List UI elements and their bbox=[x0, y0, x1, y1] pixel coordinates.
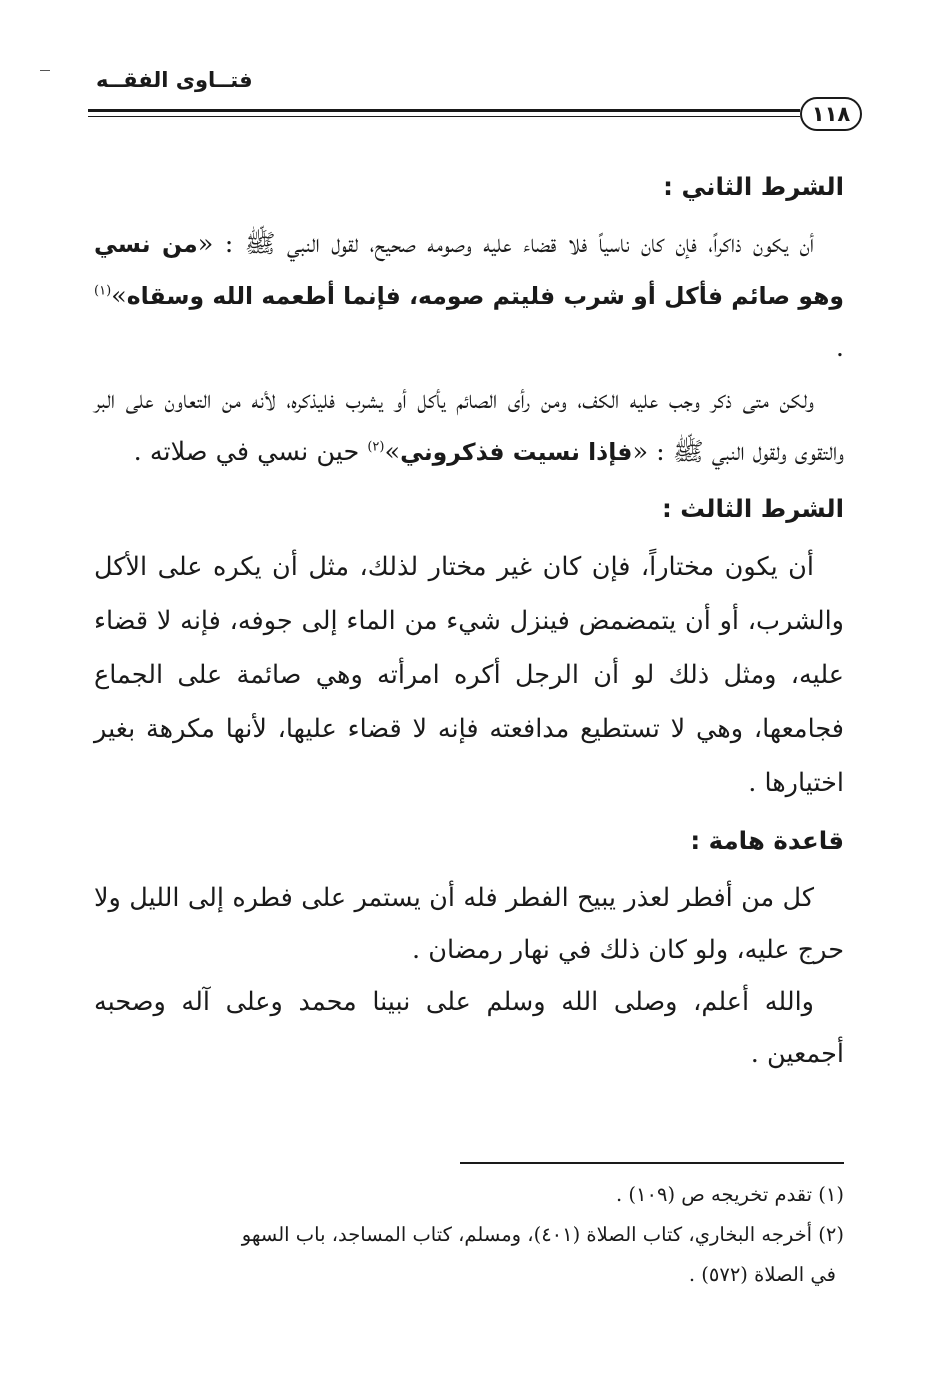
header-rule-thin bbox=[88, 116, 800, 117]
main-text bbox=[94, 156, 844, 1080]
hadith-quote-2: فإذا نسيت فذكروني bbox=[400, 438, 633, 466]
footnotes bbox=[90, 1175, 844, 1295]
paragraph-condition-2-a bbox=[94, 218, 844, 374]
running-title: فتــاوى الفقــه bbox=[96, 68, 253, 92]
margin-mark bbox=[40, 70, 50, 71]
text-run: ولكن متى ذكر وجب عليه الكف، ومن رأى الصائم يأكل أو يشرب فليذكره، لأنه من التعاون على البر والتقوى ولقول النبي ﷺ : « bbox=[94, 385, 844, 467]
hadith-quote-1: من نسي وهو صائم فأكل أو شرب فليتم صومه، فإنما أطعمه الله وسقاه bbox=[94, 230, 844, 310]
text-run: » bbox=[384, 437, 401, 467]
footnote-ref-1[interactable]: (١) bbox=[94, 283, 112, 299]
section-heading-important-rule: قاعدة هامة : bbox=[690, 826, 844, 855]
footnote-2: (٢) أخرجه البخاري، كتاب الصلاة (٤٠١)، ومسلم، كتاب المساجد، باب السهو bbox=[241, 1223, 844, 1246]
text-run: . bbox=[835, 333, 844, 363]
footnote-separator bbox=[460, 1162, 844, 1164]
footnote-1: (١) تقدم تخريجه ص (١٠٩) . bbox=[616, 1183, 844, 1206]
text-run: أن يكون ذاكراً، فإن كان ناسياً فلا قضاء عليه وصومه صحيح، لقول النبي ﷺ : « bbox=[197, 229, 814, 259]
footnote-2-continued: في الصلاة (٥٧٢) . bbox=[688, 1263, 836, 1286]
header-rule-thick bbox=[88, 109, 800, 112]
paragraph-closing: والله أعلم، وصلى الله وسلم على نبينا محمد وعلى آله وصحبه أجمعين . bbox=[94, 987, 844, 1069]
section-heading-condition-2: الشرط الثاني : bbox=[663, 172, 844, 201]
page-number: ١١٨ bbox=[800, 97, 862, 131]
footnote-ref-2[interactable]: (٢) bbox=[367, 439, 385, 455]
paragraph-condition-3: أن يكون مختاراً، فإن كان غير مختار لذلك، مثل أن يكره على الأكل والشرب، أو أن يتمضمض فينزل شيء من الماء إلى جوفه، فإنه لا قضاء عليه، ومثل ذلك لو أن الرجل أكره امرأته وهي صائمة على الجماع فجامعها، وهي لا تستطيع مدافعته فإنه لا قضاء عليها، لأنها مكرهة بغير اختيارها . bbox=[94, 552, 844, 798]
paragraph-condition-2-b bbox=[94, 374, 844, 478]
section-heading-condition-3: الشرط الثالث : bbox=[661, 494, 844, 523]
paragraph-important-rule: كل من أفطر لعذر يبيح الفطر فله أن يستمر على فطره إلى الليل ولا حرج عليه، ولو كان ذلك في نهار رمضان . bbox=[94, 883, 844, 965]
text-run: حين نسي في صلاته . bbox=[133, 437, 368, 467]
text-run: » bbox=[111, 281, 127, 311]
